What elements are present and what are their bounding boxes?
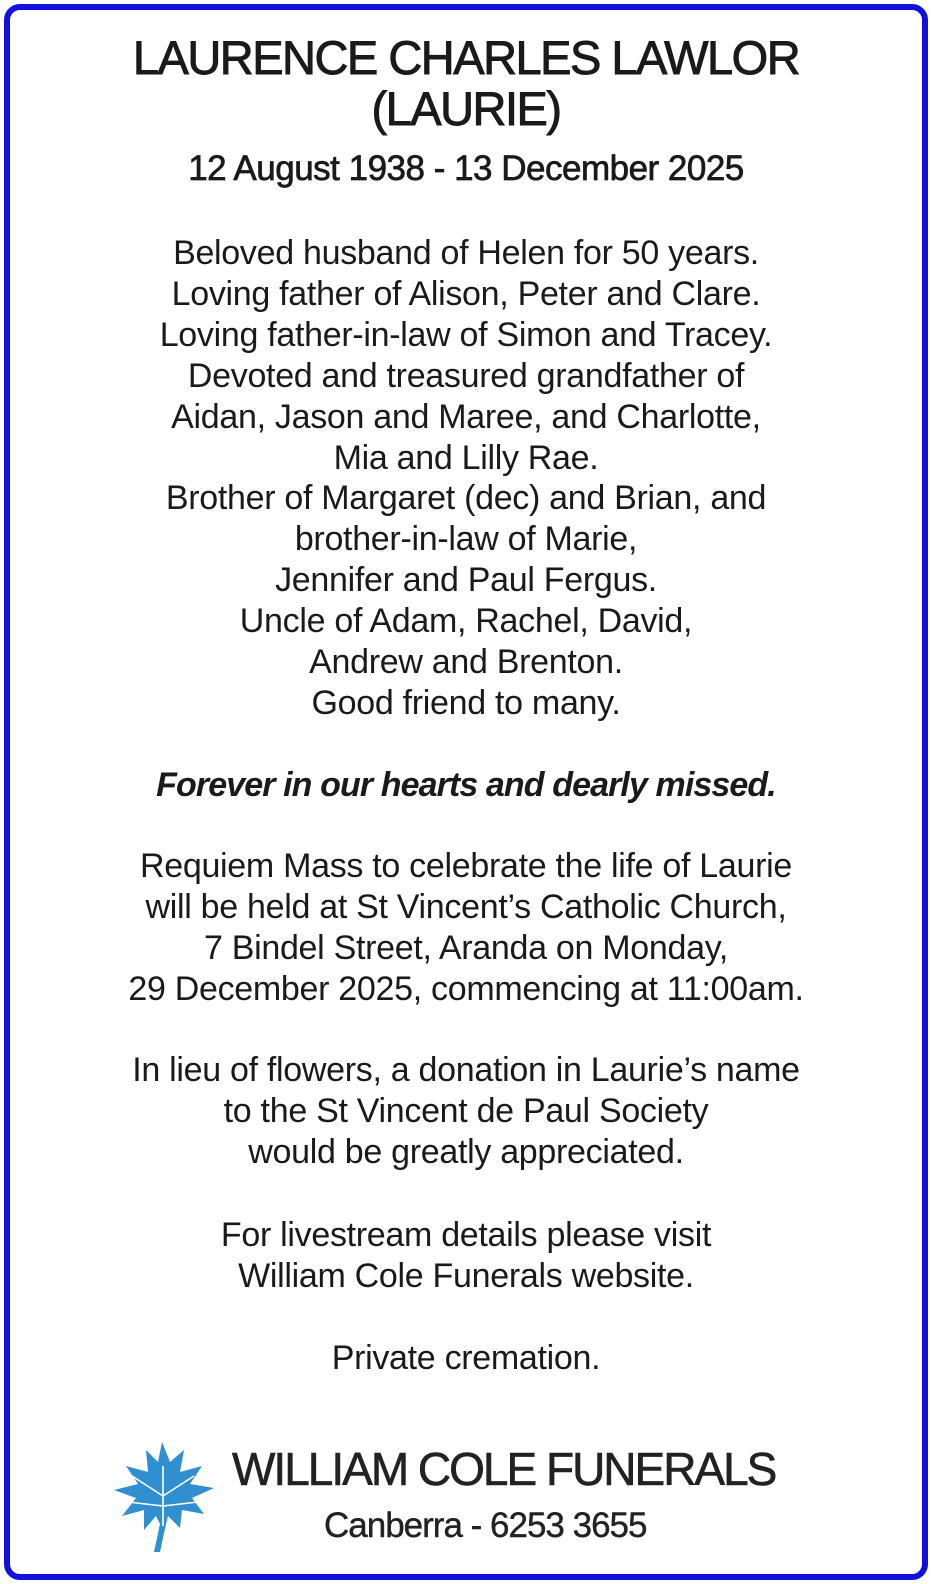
service-line: will be held at St Vincent’s Catholic Church, <box>145 887 787 926</box>
deceased-name <box>10 32 922 134</box>
maple-leaf-icon <box>110 1436 220 1554</box>
family-line: Loving father-in-law of Simon and Tracey. <box>159 315 773 354</box>
family-line: Jennifer and Paul Fergus. <box>275 561 657 600</box>
notice-frame <box>4 4 928 1580</box>
family-line: Aidan, Jason and Maree, and Charlotte, <box>171 397 761 436</box>
name-line: LAURENCE CHARLES LAWLOR <box>132 31 800 84</box>
cremation-note: Private cremation. <box>331 1339 601 1377</box>
service-line: Requiem Mass to celebrate the life of Laurie <box>139 847 793 885</box>
livestream-line: For livestream details please visit <box>220 1216 712 1254</box>
family-line: Loving father of Alison, Peter and Clare. <box>171 274 761 313</box>
livestream-paragraph <box>10 1215 922 1297</box>
family-line: Brother of Margaret (dec) and Brian, and <box>165 479 767 518</box>
family-paragraph <box>10 233 922 724</box>
donation-line: to the St Vincent de Paul Society <box>223 1091 709 1130</box>
life-dates: 12 August 1938 - 13 December 2025 <box>188 149 744 188</box>
service-paragraph <box>10 846 922 1010</box>
family-line: Beloved husband of Helen for 50 years. <box>173 234 759 272</box>
donation-paragraph <box>10 1050 922 1173</box>
donation-line: would be greatly appreciated. <box>248 1132 684 1171</box>
family-line: Andrew and Brenton. <box>309 643 623 682</box>
family-line: Mia and Lilly Rae. <box>333 438 599 477</box>
tribute-line: Forever in our hearts and dearly missed. <box>156 766 776 804</box>
family-line: brother-in-law of Marie, <box>294 520 638 559</box>
funeral-home-logo <box>110 1430 850 1560</box>
funeral-home-phone: Canberra - 6253 3655 <box>324 1506 647 1545</box>
name-line: (LAURIE) <box>371 82 561 135</box>
family-line: Devoted and treasured grandfather of <box>187 356 745 395</box>
service-line: 7 Bindel Street, Aranda on Monday, <box>203 928 729 967</box>
donation-line: In lieu of flowers, a donation in Laurie’s name <box>132 1051 800 1089</box>
funeral-home-name: WILLIAM COLE FUNERALS <box>232 1443 776 1495</box>
livestream-line: William Cole Funerals website. <box>238 1256 694 1295</box>
family-line: Uncle of Adam, Rachel, David, <box>239 602 693 641</box>
service-line: 29 December 2025, commencing at 11:00am. <box>128 969 804 1008</box>
family-line: Good friend to many. <box>311 683 621 722</box>
